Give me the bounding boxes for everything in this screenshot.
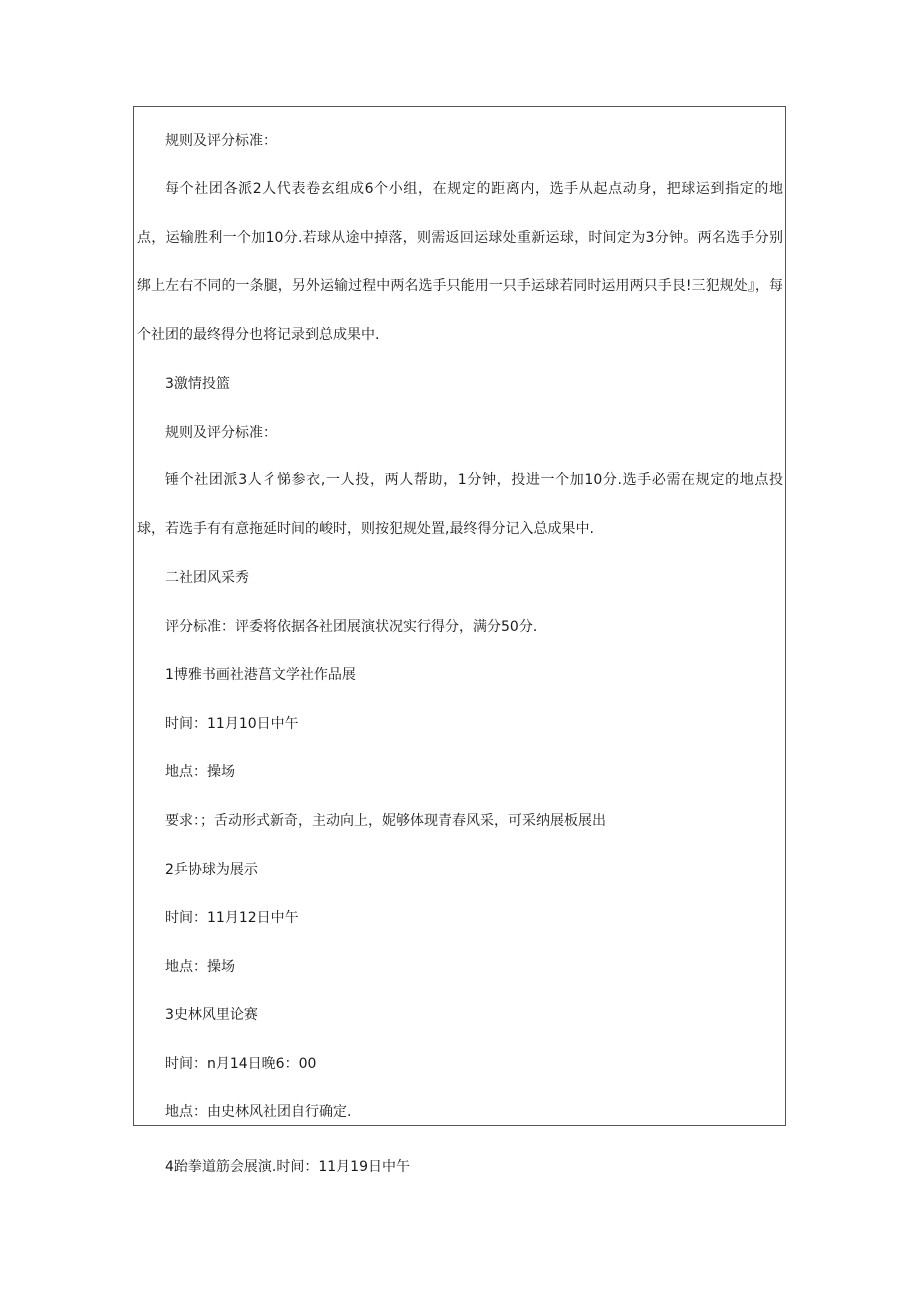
scoring-criteria: 评分标准：评委将依据各社团展演状况实行得分，满分50分. bbox=[165, 619, 538, 635]
event-3-place: 地点：由史林风社团自行确定. bbox=[165, 1104, 352, 1120]
item-passionate-shooting: 3激情投篮 bbox=[165, 376, 230, 392]
event-1-requirements: 要求：；舌动形式新奇，主动向上，妮够体现青春风采，可采纳展板展出 bbox=[165, 813, 606, 829]
event-3-title: 3史林风里论赛 bbox=[165, 1007, 258, 1023]
event-1-time: 时间：11月10日中午 bbox=[165, 716, 299, 732]
paragraph-shooting-rules: 锤个社团派3人彳悌参衣,一人投，两人帮助，1分钟，投进一个加10分.选手必需在规定的地点投球，若选手有有意拖延时间的峻时，则按犯规处置,最终得分记入总成果中. bbox=[137, 472, 783, 537]
event-1-title: 1博雅书画社港菖文学社作品展 bbox=[165, 667, 356, 683]
rules-heading-2: 规则及评分标准： bbox=[165, 425, 277, 441]
paragraph-transport-rules: 每个社团各派2人代表卷玄组成6个小组，在规定的距离内，选手从起点动身，把球运到指定的地点，运输胜利一个加10分.若球从途中掉落，则需返回运球处重新运球，时间定为3分钟。两名选手分别绑上左右不同的一条腿，另外运输过程中两名选手只能用一只手运球若同时运用两只手艮!三犯规处』，每个社团的最终得分也将记录到总成果中. bbox=[137, 181, 783, 343]
section-club-showcase: 二社团风采秀 bbox=[165, 570, 249, 586]
rules-heading-1: 规则及评分标准： bbox=[165, 133, 277, 149]
event-3-time: 时间：n月14日晚6：00 bbox=[165, 1056, 317, 1072]
event-2-place: 地点：操场 bbox=[165, 959, 235, 975]
event-2-time: 时间：11月12日中午 bbox=[165, 910, 299, 926]
event-1-place: 地点：操场 bbox=[165, 764, 235, 780]
event-2-title: 2乒协球为展示 bbox=[165, 862, 258, 878]
event-4-line: 4跆拳道筋会展演.时间：11月19日中午 bbox=[165, 1159, 410, 1175]
